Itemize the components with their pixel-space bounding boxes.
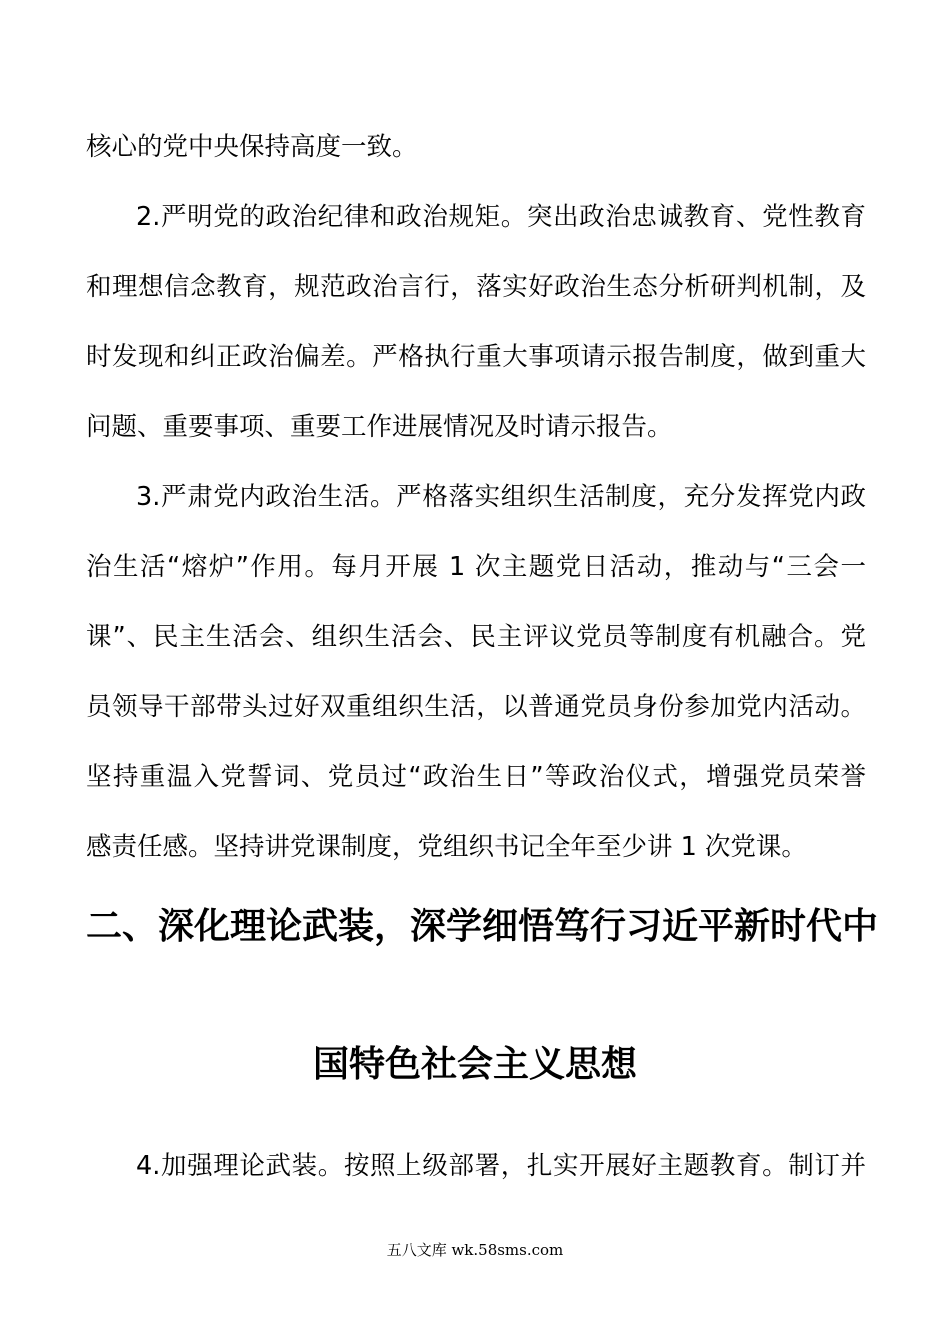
paragraph-line: 时发现和纠正政治偏差。严格执行重大事项请示报告制度，做到重大 [86,342,866,372]
paragraph-line: 治生活“熔炉”作用。每月开展 1 次主题党日活动，推动与“三会一 [86,552,866,582]
paragraph-line: 感责任感。坚持讲党课制度，党组织书记全年至少讲 1 次党课。 [86,832,807,862]
paragraph-line: 坚持重温入党誓词、党员过“政治生日”等政治仪式，增强党员荣誉 [86,762,866,792]
paragraph-line: 3.严肃党内政治生活。严格落实组织生活制度，充分发挥党内政 [136,482,866,512]
paragraph-line: 4.加强理论武装。按照上级部署，扎实开展好主题教育。制订并 [136,1151,866,1181]
paragraph-line: 员领导干部带头过好双重组织生活，以普通党员身份参加党内活动。 [86,692,866,722]
paragraph-line: 和理想信念教育，规范政治言行，落实好政治生态分析研判机制，及 [86,272,866,302]
page-footer-watermark: 五八文库 wk.58sms.com [386,1241,564,1259]
paragraph-line: 问题、重要事项、重要工作进展情况及时请示报告。 [86,412,673,442]
paragraph-line: 2.严明党的政治纪律和政治规矩。突出政治忠诚教育、党性教育 [136,202,866,232]
section-heading: 二、深化理论武装，深学细悟笃行习近平新时代中 [86,906,879,947]
section-heading-continuation: 国特色社会主义思想 [312,1044,637,1085]
paragraph-line: 核心的党中央保持高度一致。 [86,132,418,162]
paragraph-line: 课”、民主生活会、组织生活会、民主评议党员等制度有机融合。党 [86,622,866,652]
